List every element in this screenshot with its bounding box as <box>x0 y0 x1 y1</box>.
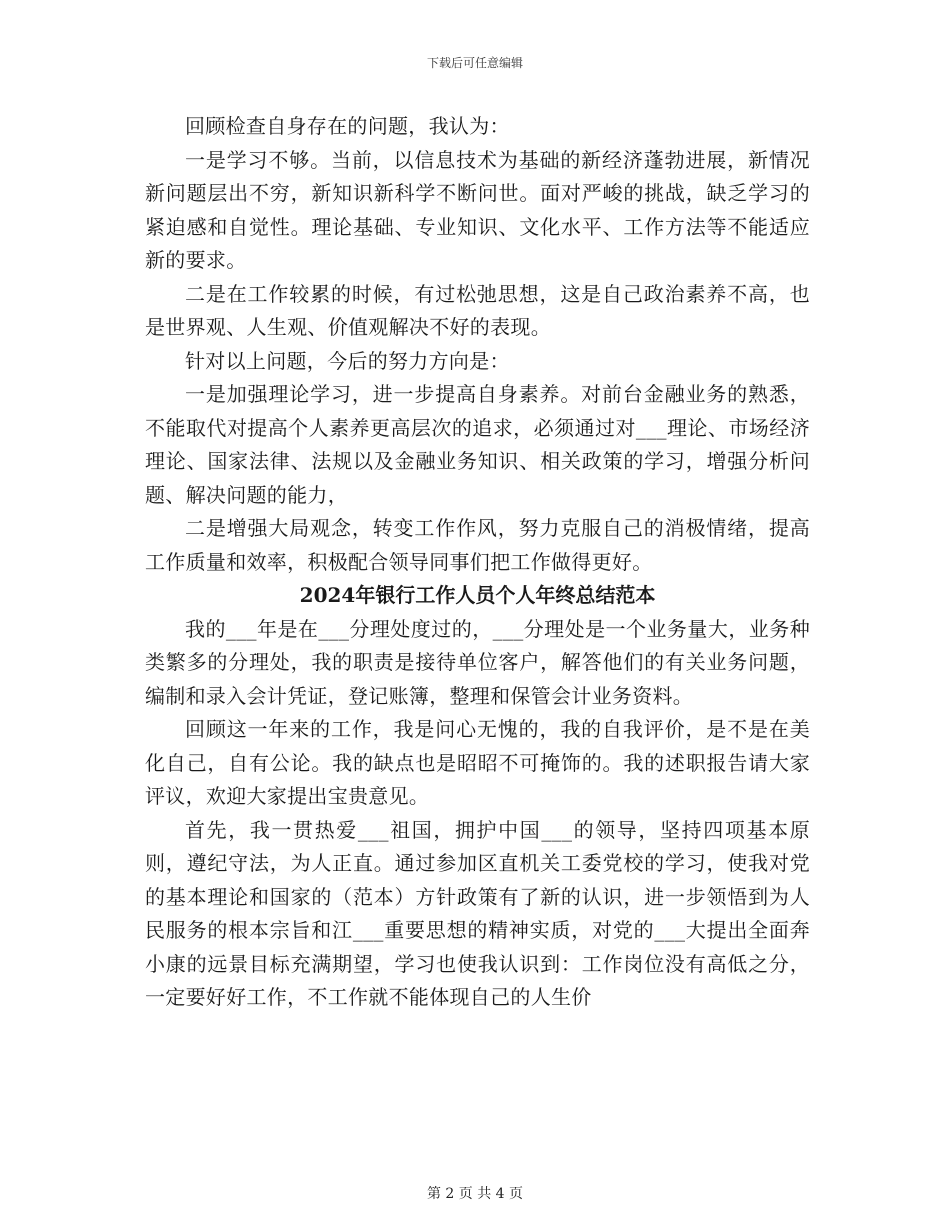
document-body <box>145 110 810 1015</box>
section-title: 2024年银行工作人员个人年终总结范本 <box>299 583 656 607</box>
paragraph: 二是在工作较累的时候，有过松弛思想，这是自己政治素养不高，也是世界观、人生观、价值观解决不好的表现。 <box>145 281 810 339</box>
paragraph: 回顾这一年来的工作，我是问心无愧的，我的自我评价，是不是在美化自己，自有公论。我的缺点也是昭昭不可掩饰的。我的述职报告请大家评议，欢迎大家提出宝贵意见。 <box>145 717 810 808</box>
paragraph: 首先，我一贯热爱___祖国，拥护中国___的领导，坚持四项基本原则，遵纪守法，为人正直。通过参加区直机关工委党校的学习，使我对党的基本理论和国家的（范本）方针政策有了新的认识，进一步领悟到为人民服务的根本宗旨和江___重要思想的精神实质，对党的___大提出全面奔小康的远景目标充满期望，学习也使我认识到：工作岗位没有高低之分，一定要好好工作，不工作就不能体现自己的人生价 <box>145 817 810 1009</box>
paragraph: 一是加强理论学习，进一步提高自身素养。对前台金融业务的熟悉，不能取代对提高个人素养更高层次的追求，必须通过对___理论、市场经济理论、国家法律、法规以及金融业务知识、相关政策的学习，增强分析问题、解决问题的能力， <box>145 382 810 507</box>
paragraph: 回顾检查自身存在的问题，我认为： <box>185 114 510 138</box>
paragraph: 针对以上问题，今后的努力方向是： <box>185 348 510 373</box>
page-footer: 第 2 页 共 4 页 <box>426 1186 524 1202</box>
header-note: 下载后可任意编辑 <box>426 56 523 70</box>
paragraph: 二是增强大局观念，转变工作作风，努力克服自己的消极情绪，提高工作质量和效率，积极配合领导同事们把工作做得更好。 <box>145 516 810 574</box>
paragraph: 我的___年是在___分理处度过的，___分理处是一个业务量大，业务种类繁多的分理处，我的职责是接待单位客户，解答他们的有关业务问题，编制和录入会计凭证，登记账簿，整理和保管会计业务资料。 <box>145 616 810 708</box>
paragraph: 一是学习不够。当前，以信息技术为基础的新经济蓬勃进展，新情况新问题层出不穷，新知识新科学不断问世。面对严峻的挑战，缺乏学习的紧迫感和自觉性。理论基础、专业知识、文化水平、工作方法等不能适应新的要求。 <box>145 147 810 272</box>
